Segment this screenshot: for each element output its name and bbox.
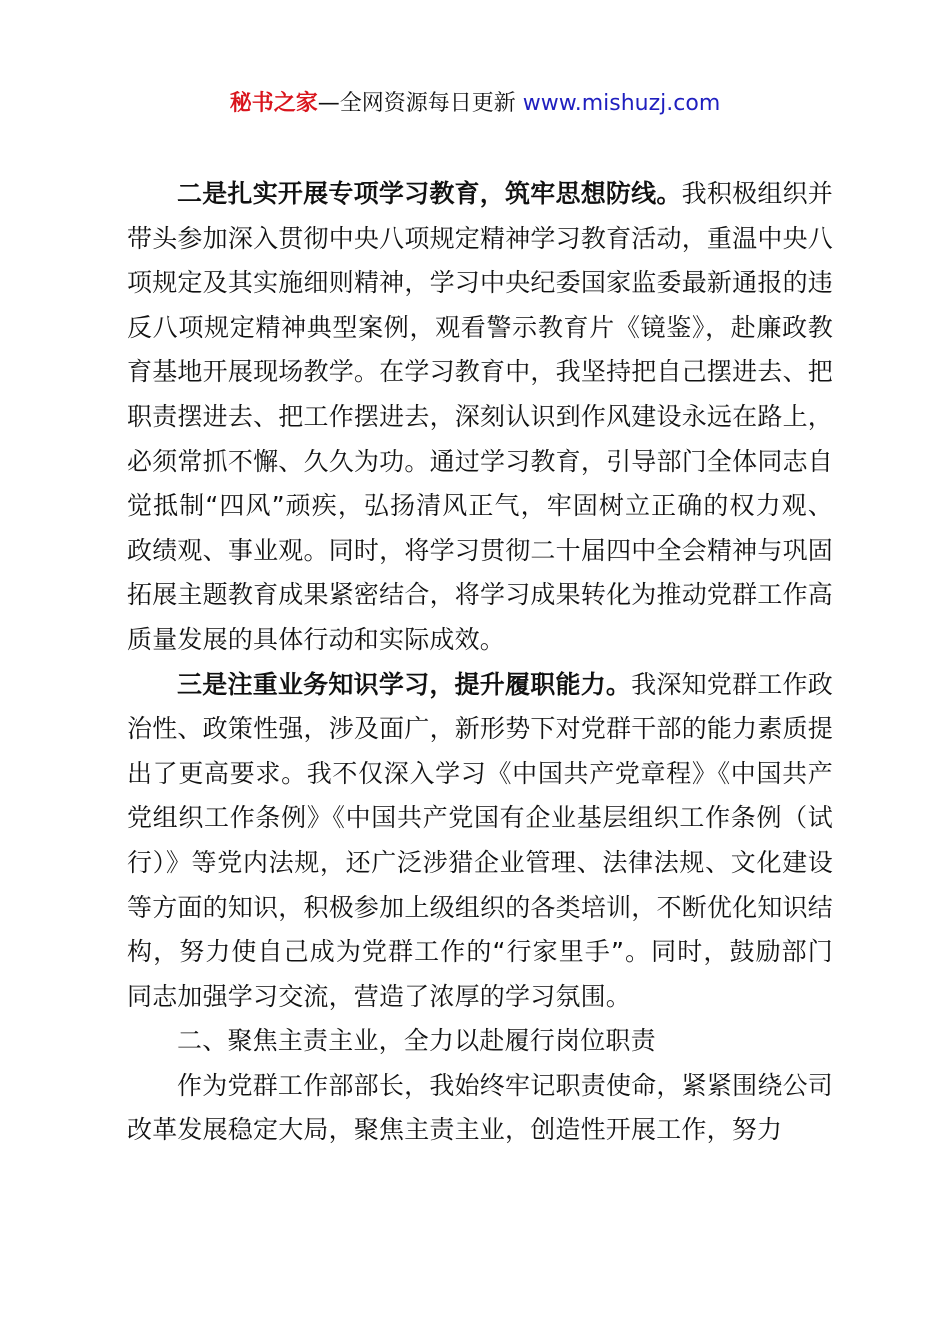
paragraph-text: 我积极组织并带头参加深入贯彻中央八项规定精神学习教育活动，重温中央八项规定及其实施细则精神，学习中央纪委国家监委最新通报的违反八项规定精神典型案例，观看警示教育片《镜鉴》，赴廉政教育基地开展现场教学。在学习教育中，我坚持把自己摆进去、把职责摆进去、把工作摆进去，深刻认识到作风建设永远在路上，必须常抓不懈、久久为功。通过学习教育，引导部门全体同志自觉抵制“四风”顽疾，弘扬清风正气，牢固树立正确的权力观、政绩观、事业观。同时，将学习贯彻二十届四中全会精神与巩固拓展主题教育成果紧密结合，将学习成果转化为推动党群工作高质量发展的具体行动和实际成效。 (127, 179, 833, 654)
banner-tagline: —全网资源每日更新 (317, 91, 523, 116)
site-banner (0, 88, 950, 120)
brand-name: 秘书之家 (229, 91, 318, 116)
site-url-link[interactable]: www.mishuzj.com (522, 91, 721, 116)
paragraph-text: 作为党群工作部部长，我始终牢记职责使命，紧紧围绕公司改革发展稳定大局，聚焦主责主业，创造性开展工作，努力 (127, 1070, 833, 1145)
document-body (127, 172, 833, 1153)
paragraph-lead: 二是扎实开展专项学习教育，筑牢思想防线。 (177, 179, 682, 208)
paragraph-business-knowledge (127, 663, 833, 1020)
paragraph-lead: 三是注重业务知识学习，提升履职能力。 (177, 669, 632, 699)
paragraph-study-education (127, 172, 833, 663)
section-heading (127, 1019, 833, 1064)
paragraph-text: 我深知党群工作政治性、政策性强，涉及面广，新形势下对党群干部的能力素质提出了更高要求。我不仅深入学习《中国共产党章程》《中国共产党组织工作条例》《中国共产党国有企业基层组织工作条例（试行）》等党内法规，还广泛涉猎企业管理、法律法规、文化建设等方面的知识，积极参加上级组织的各类培训，不断优化知识结构，努力使自己成为党群工作的“行家里手”。同时，鼓励部门同志加强学习交流，营造了浓厚的学习氛围。 (127, 669, 833, 1011)
paragraph-responsibilities (127, 1064, 833, 1153)
section-heading-text: 二、聚焦主责主业，全力以赴履行岗位职责 (177, 1026, 656, 1056)
